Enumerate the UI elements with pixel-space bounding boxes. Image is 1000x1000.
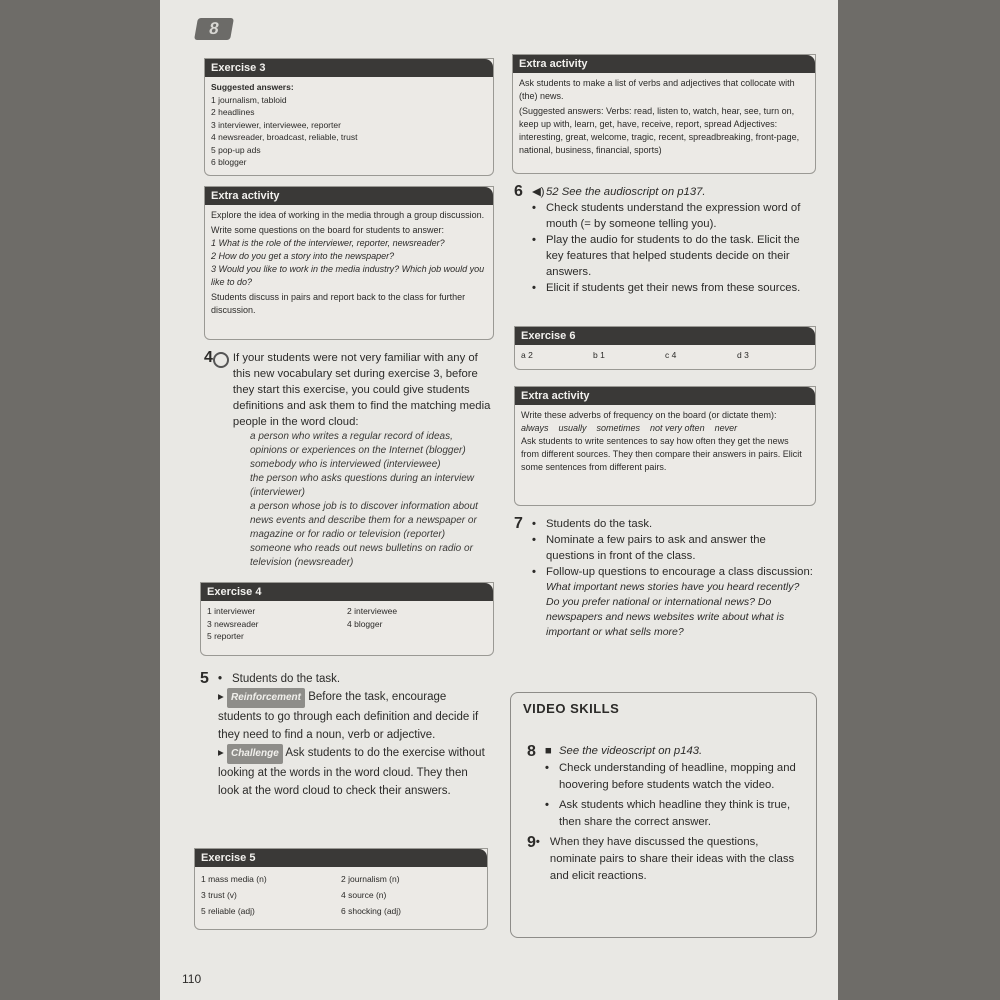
extra-activity-box [514, 386, 816, 506]
step-number: 8 [527, 743, 536, 760]
answer-item: 1 journalism, tabloid [211, 94, 287, 105]
text-line: Ask students to make a list of verbs and adjectives that collocate with (the) news. [519, 78, 795, 101]
target-icon [213, 352, 229, 368]
step-7: 7 • Students do the task. • Nominate a few pairs to ask and answer the questions in front of the class. • Follow-up questions to encourage a class discussion: What important news stories have you heard recently? Do you prefer national or international news? Do newspapers and news websites write about what is important or what sells more? [514, 515, 813, 638]
extra-activity-box [512, 54, 816, 174]
exercise-6-title: Exercise 6 [515, 327, 815, 345]
videoscript-reference: See the videoscript on p143. [559, 745, 703, 757]
answer-item: 3 newsreader [207, 618, 259, 629]
bullet-text: Follow-up questions to encourage a class discussion: [546, 566, 813, 578]
step-number: 4 [204, 349, 213, 366]
step-4-text: If your students were not very familiar with any of this new vocabulary set during exercise 3, before they start this exercise, you could give students definitions and ask them to find the matching media people in the word cloud: [232, 352, 491, 428]
extra-activity-title: Extra activity [515, 387, 815, 405]
text-line: Explore the idea of working in the media through a group discussion. [211, 210, 485, 220]
step-4 [204, 350, 492, 570]
video-camera-icon: ■ [545, 745, 552, 757]
answer-item: 3 interviewer, interviewee, reporter [211, 119, 341, 130]
adverbs-list: always usually sometimes not very often never [521, 423, 738, 433]
definition: someone who reads out news bulletins on radio or television (newsreader) [250, 543, 473, 568]
answer-item: 1 interviewer [207, 606, 256, 616]
question-line: 2 How do you get a story into the newspaper? [211, 251, 395, 261]
answer-item: a 2 [521, 350, 533, 360]
exercise-4-title: Exercise 4 [201, 583, 493, 601]
video-skills-box: VIDEO SKILLS 8 ■ See the videoscript on p143. • Check understanding of headline, mopping and hoovering before students watch the video. • Ask students which headline they think is true, then share the correct answer. 9 • When they have discussed the questions, nominate pairs to share their ideas with the class and elicit reactions. [510, 692, 817, 938]
text-line: Write these adverbs of frequency on the board (or dictate them): [521, 410, 777, 420]
bullet-text: Play the audio for students to do the task. Elicit the key features that helped students decide on their answers. [546, 234, 800, 278]
text-line: Ask students to write sentences to say how often they get the news from different sources. They then compare their answers in pairs. Elicit some sentences from different pairs. [521, 436, 802, 472]
bullet-text: Ask students which headline they think is true, then share the correct answer. [559, 799, 791, 828]
answer-item: 4 blogger [347, 618, 383, 629]
bullet-text: When they have discussed the questions, nominate pairs to share their ideas with the class and elicit reactions. [549, 836, 795, 882]
definition: the person who asks questions during an interview (interviewer) [250, 473, 475, 498]
question-line: 1 What is the role of the interviewer, reporter, newsreader? [211, 238, 445, 248]
answer-item: 4 newsreader, broadcast, reliable, trust [211, 132, 358, 142]
bullet-text: Nominate a few pairs to ask and answer the questions in front of the class. [546, 534, 766, 562]
answer-item: b 1 [593, 350, 605, 360]
answer-item: 2 journalism (n) [341, 874, 400, 884]
answer-item: 3 trust (v) [201, 890, 237, 900]
suggested-answers-label: Suggested answers: [211, 82, 294, 92]
extra-activity-title: Extra activity [205, 187, 493, 205]
answer-item: 4 source (n) [341, 890, 387, 900]
bullet-text: Students do the task. [546, 518, 653, 530]
unit-number-tab: 8 [194, 18, 234, 40]
answer-item: 5 pop-up ads [211, 144, 261, 155]
question-line: 3 Would you like to work in the media industry? Which job would you like to do? [211, 264, 485, 287]
answer-item: 5 reporter [207, 631, 244, 641]
definition: somebody who is interviewed (interviewee) [250, 459, 441, 470]
answer-item: 6 shocking (adj) [341, 906, 402, 916]
text-line: Students discuss in pairs and report back to the class for further discussion. [211, 292, 466, 315]
step-number: 9 [527, 834, 536, 851]
exercise-3-title: Exercise 3 [205, 59, 493, 77]
bullet-text: Check students understand the expression word of mouth (= by someone telling you). [546, 202, 801, 230]
audio-reference: 52 See the audioscript on p137. [546, 186, 706, 198]
step-number: 7 [514, 515, 523, 532]
exercise-4-box [200, 582, 494, 656]
challenge-text: Ask students to do the exercise without looking at the words in the word cloud. They then look at the word cloud to check their answers. [218, 747, 485, 797]
exercise-3-box [204, 58, 494, 176]
challenge-tag: Challenge [227, 744, 283, 764]
follow-up-questions: What important news stories have you heard recently? Do you prefer national or international news? Do newspapers and news websites write about what is important or what sells more? [546, 581, 800, 638]
extra-activity-box [204, 186, 494, 340]
answer-item: 1 mass media (n) [201, 874, 267, 884]
definition: a person who writes a regular record of ideas, opinions or experiences on the Internet (blogger) [250, 431, 466, 456]
text-line: Write some questions on the board for students to answer: [211, 225, 444, 235]
step-6: 6 ◀) 52 See the audioscript on p137. • Check students understand the expression word of mouth (= by someone telling you). • Play the audio for students to do the task. Elicit the key features that helped students decide on their answers. • Elicit if students get their news from these sources. [514, 184, 814, 296]
reinforcement-text: Before the task, encourage students to go through each definition and decide if they need to find a noun, verb or adjective. [218, 691, 479, 741]
step-5: 5 • Students do the task. ▸ Reinforcement Before the task, encourage students to go through each definition and decide if they need to find a noun, verb or adjective. ▸ Challenge Ask students to do the exercise without looking at the words in the word cloud. They then look at the word cloud to check their answers. [200, 670, 485, 797]
exercise-5-box [194, 848, 488, 930]
step-number: 6 [514, 183, 523, 200]
definition: a person whose job is to discover information about news events and describe them for a newspaper or magazine or for radio or television (reporter) [250, 501, 478, 540]
exercise-6-box [514, 326, 816, 370]
answer-item: c 4 [665, 350, 677, 360]
bullet-text: Check understanding of headline, mopping and hoovering before students watch the video. [559, 762, 796, 791]
exercise-5-title: Exercise 5 [195, 849, 487, 867]
suggested-answers: (Suggested answers: Verbs: read, listen to, watch, hear, see, turn on, keep up with, learn, get, have, receive, report, spread Adjectives: interesting, great, welcome, tragic, recent, spreadbreaking, front-page, national, business, financial, sports) [519, 106, 800, 155]
step-number: 5 [200, 670, 209, 687]
answer-item: d 3 [737, 350, 749, 360]
answer-item: 2 headlines [211, 107, 255, 117]
bullet-text: Students do the task. [232, 673, 341, 685]
extra-activity-title: Extra activity [513, 55, 815, 73]
page-number: 110 [182, 972, 202, 986]
answer-item: 6 blogger [211, 157, 247, 167]
video-skills-title: VIDEO SKILLS [523, 701, 620, 716]
book-page [160, 0, 838, 1000]
answer-item: 5 reliable (adj) [201, 906, 255, 916]
answer-item: 2 interviewee [347, 606, 398, 616]
reinforcement-tag: Reinforcement [227, 688, 305, 708]
bullet-text: Elicit if students get their news from these sources. [546, 282, 801, 294]
audio-icon: ◀) [532, 186, 545, 198]
